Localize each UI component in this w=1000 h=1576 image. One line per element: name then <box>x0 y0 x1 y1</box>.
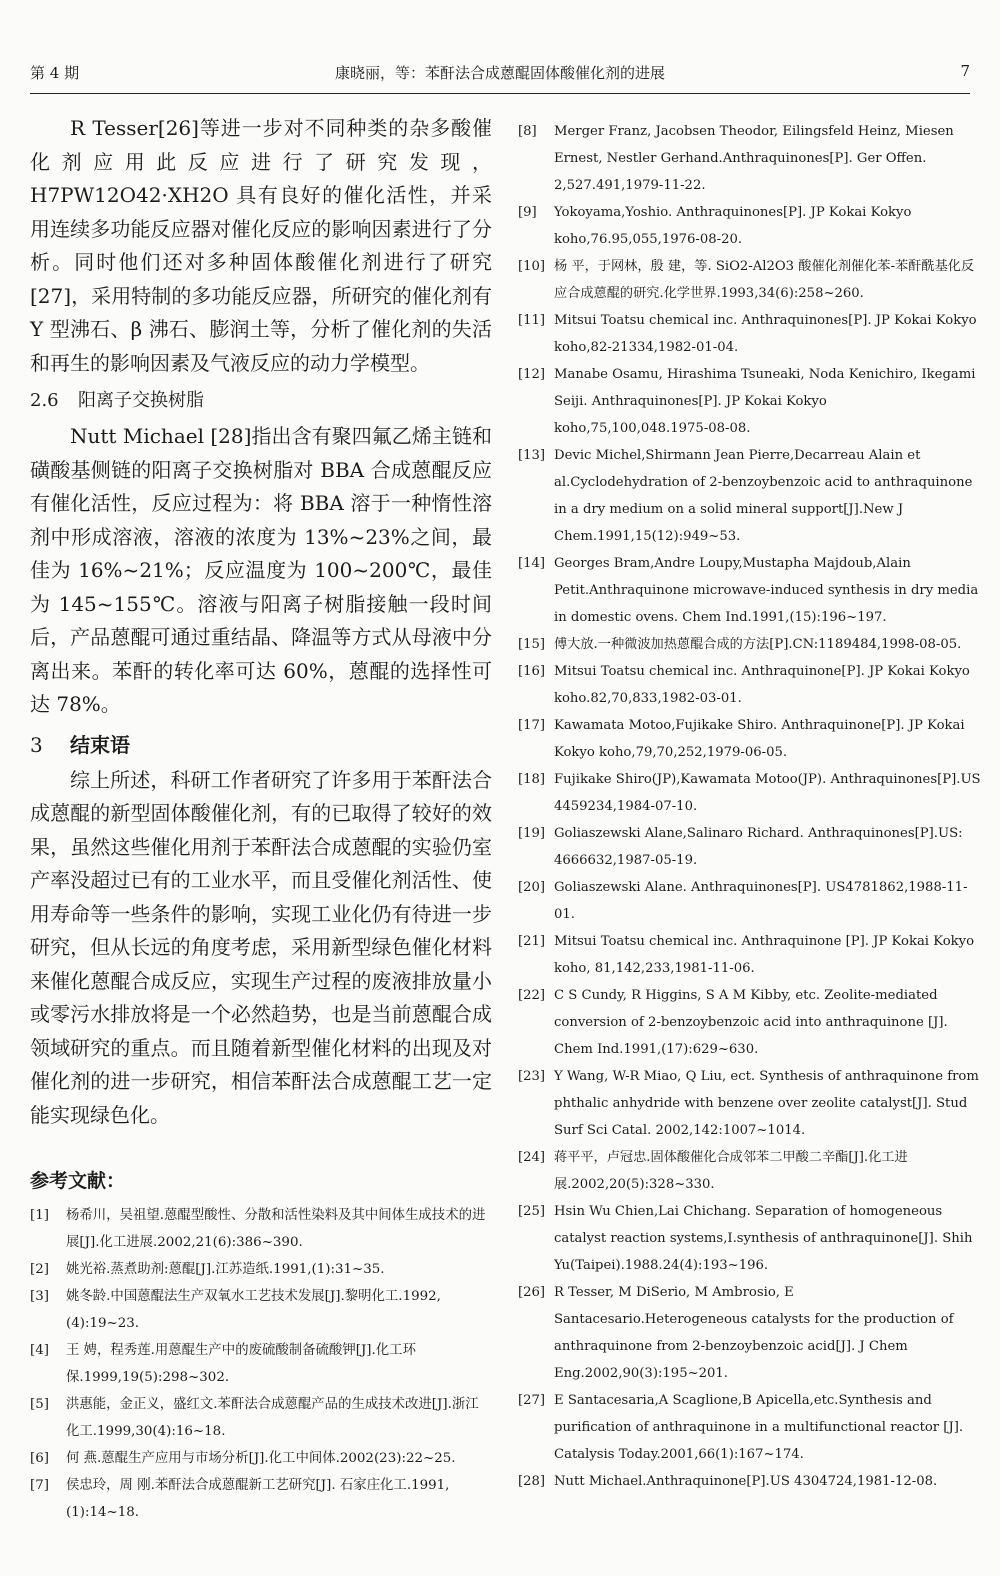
reference-item <box>518 1387 984 1468</box>
reference-text: 王 娉，程秀莲.用蒽醌生产中的废硫酸制备硫酸钾[J].化工环保.1999,19(5):298~302. <box>66 1343 416 1385</box>
reference-number: [14] <box>518 556 546 571</box>
reference-text: Yokoyama,Yoshio. Anthraquinones[P]. JP Kokai Kokyo koho,76.95,055,1976-08-20. <box>554 205 912 247</box>
reference-number: [27] <box>518 1393 546 1408</box>
reference-item <box>518 1063 984 1144</box>
references-heading: 参考文献： <box>30 1170 126 1192</box>
reference-item <box>518 820 984 874</box>
reference-item <box>30 1256 492 1283</box>
reference-item <box>30 1337 492 1391</box>
left-column <box>30 112 492 1526</box>
section-title: 阳离子交换树脂 <box>78 390 204 411</box>
reference-text: Mitsui Toatsu chemical inc. Anthraquinone [P]. JP Kokai Kokyo koho, 81,142,233,1981-11-06. <box>554 934 975 976</box>
reference-text: Y Wang, W-R Miao, Q Liu, ect. Synthesis of anthraquinone from phthalic anhydride with benzene over zeolite catalyst[J]. Stud Surf Sci Catal. 2002,142:1007~1014. <box>554 1069 979 1138</box>
reference-number: [1] <box>30 1208 49 1223</box>
reference-number: [25] <box>518 1204 546 1219</box>
reference-item <box>518 766 984 820</box>
reference-number: [5] <box>30 1397 49 1412</box>
reference-number: [23] <box>518 1069 546 1084</box>
reference-number: [4] <box>30 1343 49 1358</box>
reference-number: [9] <box>518 205 537 220</box>
reference-text: 蒋平平，卢冠忠.固体酸催化合成邻苯二甲酸二辛酯[J].化工进展.2002,20(5):328~330. <box>554 1150 908 1192</box>
reference-item <box>518 253 984 307</box>
reference-text: 傅大放.一种微波加热蒽醌合成的方法[P].CN:1189484,1998-08-05. <box>554 637 962 652</box>
reference-item <box>518 1468 984 1495</box>
reference-item <box>30 1445 492 1472</box>
reference-text: Mitsui Toatsu chemical inc. Anthraquinones[P]. JP Kokai Kokyo koho,82-21334,1982-01-04. <box>554 313 977 355</box>
reference-number: [20] <box>518 880 546 895</box>
header-rule <box>30 93 970 94</box>
reference-number: [2] <box>30 1262 49 1277</box>
section-2-6-heading <box>30 382 492 420</box>
reference-number: [19] <box>518 826 546 841</box>
reference-text: Manabe Osamu, Hirashima Tsuneaki, Noda Kenichiro, Ikegami Seiji. Anthraquinones[P]. JP Kokai Kokyo koho,75,100,048.1975-08-08. <box>554 367 976 436</box>
reference-number: [8] <box>518 124 537 139</box>
reference-text: Fujikake Shiro(JP),Kawamata Motoo(JP). Anthraquinones[P].US 4459234,1984-07-10. <box>554 772 981 814</box>
reference-text: C S Cundy, R Higgins, S A M Kibby, etc. Zeolite-mediated conversion of 2-benzoybenzoic acid into anthraquinone [J]. Chem Ind.1991,(17):629~630. <box>554 988 948 1057</box>
section-3-heading <box>30 726 492 764</box>
reference-item <box>30 1472 492 1526</box>
reference-text: 杨希川，吴祖望.蒽醌型酸性、分散和活性染料及其中间体生成技术的进展[J].化工进展.2002,21(6):386~390. <box>66 1208 486 1250</box>
reference-text: Nutt Michael.Anthraquinone[P].US 4304724,1981-12-08. <box>554 1474 938 1489</box>
reference-item <box>518 874 984 928</box>
reference-item <box>518 712 984 766</box>
reference-number: [26] <box>518 1285 546 1300</box>
reference-number: [6] <box>30 1451 49 1466</box>
reference-text: Georges Bram,Andre Loupy,Mustapha Majdoub,Alain Petit.Anthraquinone microwave-induced synthesis in dry media in domestic ovens. Chem Ind.1991,(15):196~197. <box>554 556 979 625</box>
paragraph-conclusion: 综上所述，科研工作者研究了许多用于苯酐法合成蒽醌的新型固体酸催化剂，有的已取得了较好的效果，虽然这些催化用剂于苯酐法合成蒽醌的实验仍室产率没超过已有的工业水平，而且受催化剂活性、使用寿命等一些条件的影响，实现工业化仍有待进一步研究，但从长远的角度考虑，采用新型绿色催化材料来催化蒽醌合成反应，实现生产过程的废液排放量小或零污水排放将是一个必然趋势，也是当前蒽醌合成领域研究的重点。而且随着新型催化材料的出现及对催化剂的进一步研究，相信苯酐法合成蒽醌工艺一定能实现绿色化。 <box>30 767 492 1127</box>
reference-number: [13] <box>518 448 546 463</box>
reference-number: [11] <box>518 313 546 328</box>
reference-number: [17] <box>518 718 546 733</box>
section-number: 3 <box>30 732 43 757</box>
reference-text: R Tesser, M DiSerio, M Ambrosio, E Santacesario.Heterogeneous catalysts for the production of anthraquinone from 2-benzoybenzoic acid[J]. J Chem Eng.2002,90(3):195~201. <box>554 1285 954 1381</box>
right-column <box>518 118 984 1495</box>
reference-item <box>518 1144 984 1198</box>
reference-text: Hsin Wu Chien,Lai Chichang. Separation of homogeneous catalyst reaction systems,I.synthesis of anthraquinone[J]. Shih Yu(Taipei).1988.24(4):193~196. <box>554 1204 973 1273</box>
reference-number: [18] <box>518 772 546 787</box>
reference-text: Goliaszewski Alane. Anthraquinones[P]. US4781862,1988-11-01. <box>554 880 968 922</box>
reference-text: Devic Michel,Shirmann Jean Pierre,Decarreau Alain et al.Cyclodehydration of 2-benzoybenzoic acid to anthraquinone in a dry medium on a solid mineral support[J].New J Chem.1991,15(12):949~53. <box>554 448 973 544</box>
issue-number: 第 4 期 <box>30 64 80 82</box>
reference-number: [10] <box>518 259 546 274</box>
reference-item <box>30 1283 492 1337</box>
reference-text: Goliaszewski Alane,Salinaro Richard. Anthraquinones[P].US: 4666632,1987-05-19. <box>554 826 963 868</box>
section-title: 结束语 <box>70 732 130 757</box>
reference-text: 杨 平，于网林，殷 建，等. SiO2-Al2O3 酸催化剂催化苯-苯酐酰基化反应合成蒽醌的研究.化学世界.1993,34(6):258~260. <box>554 259 975 301</box>
running-header <box>30 62 970 88</box>
reference-item <box>518 199 984 253</box>
reference-item <box>30 1202 492 1256</box>
reference-text: 姚冬龄.中国蒽醌法生产双氧水工艺技术发展[J].黎明化工.1992,(4):19~23. <box>66 1289 441 1331</box>
reference-text: 姚光裕.蒸煮助剂:蒽醌[J].江苏造纸.1991,(1):31~35. <box>66 1262 385 1277</box>
references-list-right <box>518 118 984 1495</box>
reference-number: [24] <box>518 1150 546 1165</box>
paragraph-nutt: Nutt Michael [28]指出含有聚四氟乙烯主链和磺酸基侧链的阳离子交换树脂对 BBA 合成蒽醌反应有催化活性，反应过程为：将 BBA 溶于一种惰性溶剂中形成溶液，溶液的浓度为 13%~23%之间，最佳为 16%~21%；反应温度为 100~200℃，最佳为 145~155℃。溶液与阳离子树脂接触一段时间后，产品蒽醌可通过重结晶、降温等方式从母液中分离出来。苯酐的转化率可达 60%，蒽醌的选择性可达 78%。 <box>30 424 492 716</box>
references-list-left <box>30 1202 492 1526</box>
paragraph-tesser: R Tesser[26]等进一步对不同种类的杂多酸催化剂应用此反应进行了研究发现，H7PW12O42·XH2O 具有良好的催化活性，并采用连续多功能反应器对催化反应的影响因素进行了分析。同时他们还对多种固体酸催化剂进行了研究[27]，采用特制的多功能反应器，所研究的催化剂有 Y 型沸石、β 沸石、膨润土等，分析了催化剂的失活和再生的影响因素及气液反应的动力学模型。 <box>30 116 492 375</box>
reference-item <box>30 1391 492 1445</box>
reference-number: [12] <box>518 367 546 382</box>
reference-text: Merger Franz, Jacobsen Theodor, Eilingsfeld Heinz, Miesen Ernest, Nestler Gerhand.Anthraquinones[P]. Ger Offen. 2,527.491,1979-11-22. <box>554 124 954 193</box>
reference-number: [15] <box>518 637 546 652</box>
reference-number: [22] <box>518 988 546 1003</box>
reference-item <box>518 550 984 631</box>
reference-item <box>518 442 984 550</box>
reference-text: E Santacesaria,A Scaglione,B Apicella,etc.Synthesis and purification of anthraquinone in a multifunctional reactor [J]. Catalysis Today.2001,66(1):167~174. <box>554 1393 964 1462</box>
reference-item <box>518 631 984 658</box>
reference-text: Mitsui Toatsu chemical inc. Anthraquinone[P]. JP Kokai Kokyo koho.82,70,833,1982-03-01. <box>554 664 970 706</box>
reference-text: 洪惠能，金正义，盛红文.苯酐法合成蒽醌产品的生成技术改进[J].浙江化工.1999,30(4):16~18. <box>66 1397 479 1439</box>
reference-number: [7] <box>30 1478 49 1493</box>
reference-item <box>518 658 984 712</box>
reference-item <box>518 1279 984 1387</box>
reference-number: [28] <box>518 1474 546 1489</box>
reference-text: 何 燕.蒽醌生产应用与市场分析[J].化工中间体.2002(23):22~25. <box>66 1451 456 1466</box>
section-number: 2.6 <box>30 390 59 411</box>
reference-item <box>518 1198 984 1279</box>
reference-text: Kawamata Motoo,Fujikake Shiro. Anthraquinone[P]. JP Kokai Kokyo koho,79,70,252,1979-06-05. <box>554 718 965 760</box>
reference-item <box>518 361 984 442</box>
reference-item <box>518 982 984 1063</box>
page-number: 7 <box>960 62 970 80</box>
reference-number: [16] <box>518 664 546 679</box>
reference-number: [3] <box>30 1289 49 1304</box>
reference-item <box>518 307 984 361</box>
reference-item <box>518 928 984 982</box>
reference-item <box>518 118 984 199</box>
running-title: 康晓丽，等：苯酐法合成蒽醌固体酸催化剂的进展 <box>334 64 665 82</box>
reference-number: [21] <box>518 934 546 949</box>
reference-text: 侯忠玲，周 刚.苯酐法合成蒽醌新工艺研究[J]. 石家庄化工.1991,(1):14~18. <box>66 1478 450 1520</box>
